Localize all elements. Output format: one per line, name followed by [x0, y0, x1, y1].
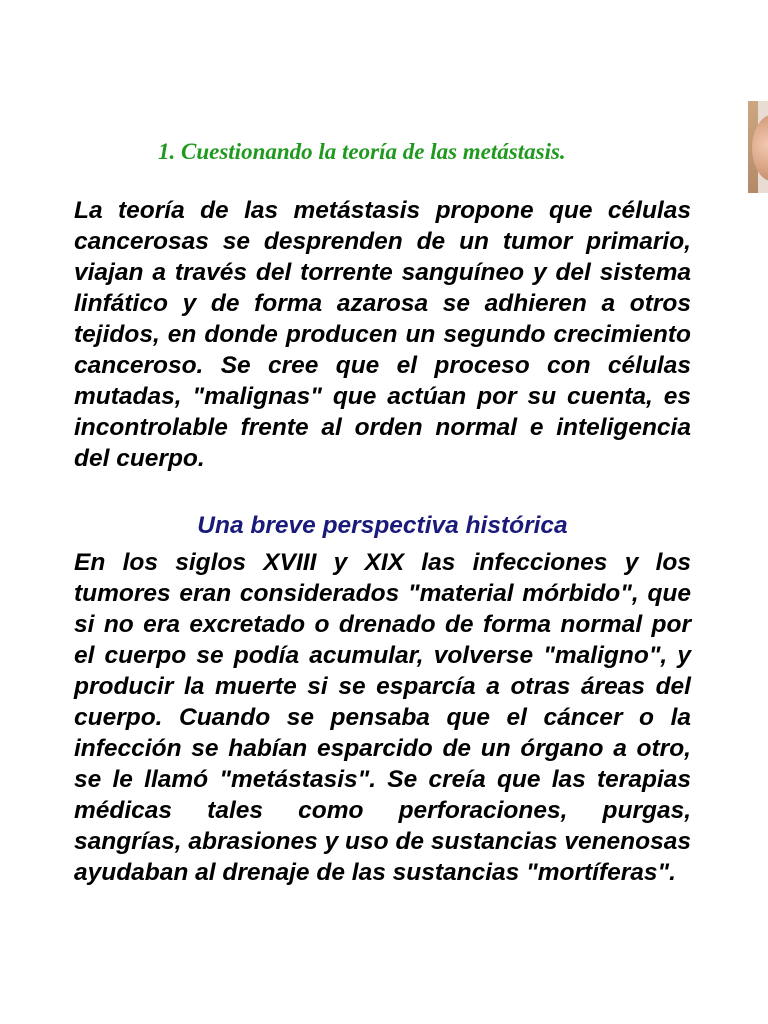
subheading-historical-perspective: Una breve perspectiva histórica [197, 512, 568, 539]
section-title: 1. Cuestionando la teoría de las metástasis. [158, 139, 566, 164]
paragraph-historical-context: En los siglos XVIII y XIX las infecciones y los tumores eran considerados "material mórbido", que si no era excretado o drenado de forma normal por el cuerpo se podía acumular, volverse "maligno", y producir la muerte si se esparcía a otras áreas del cuerpo. Cuando se pensaba que el cáncer o la infección se habían esparcido de un órgano a otro, se le llamó "metástasis". Se creía que las terapias médicas tales como perforaciones, purgas, sangrías, abrasiones y uso de sustancias venenosas ayudaban al drenaje de las sustancias "mortíferas". [74, 549, 691, 886]
author-photo-thumbnail [748, 101, 768, 193]
paragraph-metastasis-theory: La teoría de las metástasis propone que células cancerosas se desprenden de un tumor primario, viajan a través del torrente sanguíneo y del sistema linfático y de forma azarosa se adhieren a otros tejidos, en donde producen un segundo crecimiento canceroso. Se cree que el proceso con células mutadas, "malignas" que actúan por su cuenta, es incontrolable frente al orden normal e inteligencia del cuerpo. [74, 197, 691, 472]
